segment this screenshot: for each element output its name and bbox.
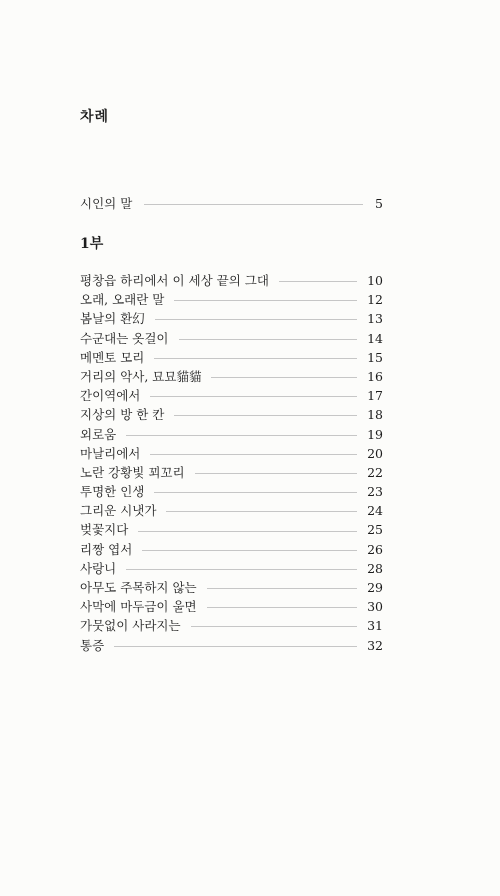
toc-entry-page: 13 — [367, 311, 383, 327]
toc-entry-page: 16 — [367, 368, 383, 384]
toc-entry-title: 메멘토 모리 — [80, 349, 145, 365]
dotted-leader — [279, 281, 357, 282]
toc-entry-page: 30 — [367, 599, 383, 615]
toc-entry-page: 18 — [367, 407, 383, 423]
dotted-leader — [126, 569, 357, 570]
toc-entry-page: 29 — [367, 580, 383, 595]
toc-entry-title: 수군대는 옷걸이 — [80, 330, 169, 346]
toc-entry-title: 마날리에서 — [80, 445, 141, 461]
toc-entry-title: 사막에 마두금이 울면 — [80, 599, 197, 615]
dotted-leader — [142, 550, 357, 551]
toc-entry — [80, 540, 383, 559]
dotted-leader — [114, 646, 357, 647]
toc-entry-title: 시인의 말 — [80, 196, 133, 211]
toc-entry — [80, 405, 383, 424]
toc-entry — [80, 616, 383, 635]
dotted-leader — [154, 358, 357, 359]
toc-entry — [80, 290, 383, 309]
part-1-title: 1부 — [80, 236, 104, 252]
toc-entry-page: 14 — [367, 330, 383, 346]
toc-entry-title: 오래, 오래란 말 — [80, 292, 165, 308]
dotted-leader — [174, 300, 357, 301]
toc-entry-title: 가뭇없이 사라지는 — [80, 618, 181, 634]
toc-entry-page: 5 — [375, 196, 383, 211]
toc-entry-title: 아무도 주목하지 않는 — [80, 580, 197, 595]
toc-entry-title: 노란 강황빛 꾀꼬리 — [80, 464, 185, 480]
toc-entry-title: 간이역에서 — [80, 388, 141, 404]
toc-entry-page: 25 — [367, 522, 383, 538]
toc-entry-title: 리짱 엽서 — [80, 541, 133, 557]
toc-entry-title: 거리의 악사, 묘묘貓貓 — [80, 368, 202, 384]
toc-entry — [80, 386, 383, 405]
toc-entry — [80, 367, 383, 386]
toc-entry-preface — [80, 194, 383, 213]
toc-entry — [80, 520, 383, 539]
dotted-leader — [174, 415, 357, 416]
toc-entry — [80, 559, 383, 578]
toc-entry-page: 17 — [367, 388, 383, 404]
toc-entry-page: 19 — [367, 426, 383, 442]
toc-entry-page: 10 — [367, 273, 383, 288]
toc-entry-page: 32 — [367, 637, 383, 653]
toc-entry — [80, 578, 383, 597]
toc-entry-page: 24 — [367, 503, 383, 519]
toc-entry-title: 평창읍 하리에서 이 세상 끝의 그대 — [80, 273, 269, 288]
toc-entry-title: 그리운 시냇가 — [80, 503, 157, 519]
toc-entry — [80, 463, 383, 482]
preface-list — [80, 194, 383, 213]
dotted-leader — [207, 607, 357, 608]
toc-entry-title: 벚꽃지다 — [80, 522, 129, 538]
toc-entry — [80, 482, 383, 501]
toc-entry-title: 통증 — [80, 637, 105, 653]
contents-heading: 차례 — [80, 109, 110, 125]
dotted-leader — [195, 473, 357, 474]
dotted-leader — [150, 396, 357, 397]
toc-entry-page: 20 — [367, 445, 383, 461]
toc-entry — [80, 597, 383, 616]
toc-entry-page: 22 — [367, 464, 383, 480]
dotted-leader — [126, 435, 357, 436]
dotted-leader — [150, 454, 357, 455]
toc-entry-page: 31 — [367, 618, 383, 634]
toc-entry-page: 12 — [367, 292, 383, 308]
toc-entry-title: 사랑니 — [80, 560, 117, 576]
toc-entry — [80, 501, 383, 520]
dotted-leader — [138, 531, 357, 532]
dotted-leader — [166, 511, 357, 512]
toc-entry — [80, 444, 383, 463]
toc-entry — [80, 309, 383, 328]
dotted-leader — [211, 377, 357, 378]
dotted-leader — [207, 588, 357, 589]
toc-entry — [80, 636, 383, 655]
dotted-leader — [179, 339, 358, 340]
toc-entry — [80, 329, 383, 348]
toc-entry-page: 26 — [367, 541, 383, 557]
toc-entry — [80, 425, 383, 444]
toc-entry — [80, 271, 383, 290]
toc-entry — [80, 348, 383, 367]
part-1-list — [80, 271, 383, 655]
dotted-leader — [191, 626, 357, 627]
toc-entry-page: 28 — [367, 560, 383, 576]
toc-entry-title: 투명한 인생 — [80, 484, 145, 500]
dotted-leader — [144, 204, 363, 205]
toc-entry-title: 봄날의 환幻 — [80, 311, 145, 327]
dotted-leader — [155, 319, 357, 320]
toc-entry-title: 지상의 방 한 칸 — [80, 407, 165, 423]
toc-entry-title: 외로움 — [80, 426, 117, 442]
dotted-leader — [154, 492, 357, 493]
toc-entry-page: 15 — [367, 349, 383, 365]
toc-entry-page: 23 — [367, 484, 383, 500]
